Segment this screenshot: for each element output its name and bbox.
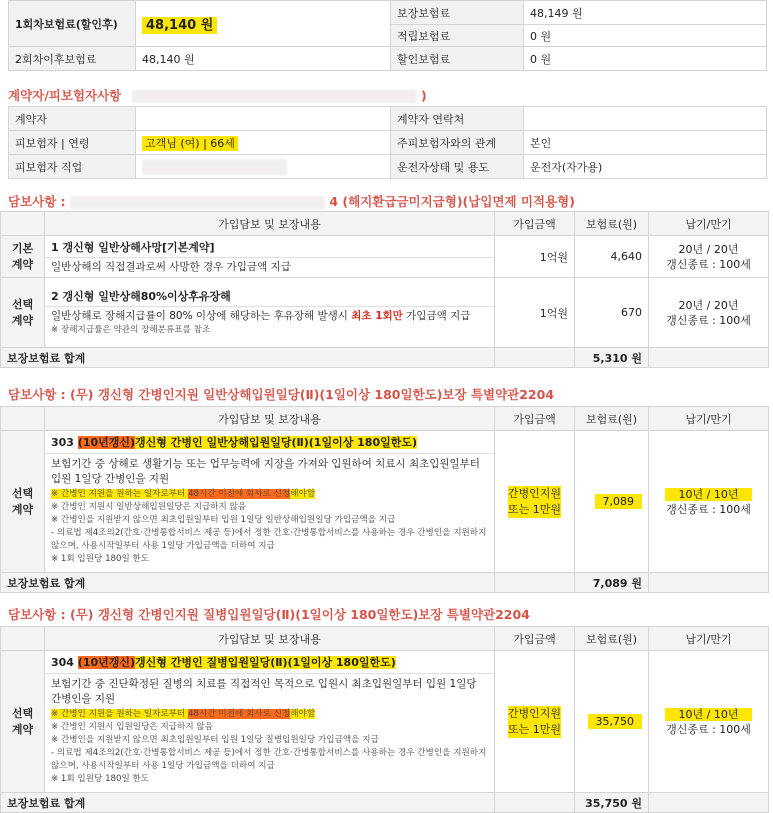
coverage-title: 갱신형 간병인 질병입원일당(Ⅱ)(1일이상 180일한도): [135, 656, 396, 669]
coverage-note-highlight: [45, 708, 494, 721]
coverage-premium: 35,750: [588, 714, 643, 729]
redacted-block: [70, 196, 325, 209]
header-blank: [1, 407, 45, 431]
section1-table: [0, 211, 769, 368]
header-premium: 보험료(원): [575, 212, 649, 236]
coverage-premium-cell: [575, 431, 649, 573]
term-line: 갱신종료 : 100세: [666, 502, 751, 516]
term-line: 갱신종료 : 100세: [666, 257, 751, 271]
side-text: 선택 계약: [11, 706, 34, 736]
header-blank: [1, 212, 45, 236]
sum-label: 보장보험료 합계: [1, 573, 495, 593]
coverage-desc: 보험기간 중 진단확정된 질병의 치료를 직접적인 목적으로 입원시 최초입원일부터 입원 1일당 간병인을 지원: [51, 678, 477, 705]
discount-premium-value: 0 원: [524, 47, 767, 71]
driver-label: 운전자상태 및 용도: [391, 155, 524, 179]
coverage-name: 2 갱신형 일반상해80%이상후유장해: [45, 286, 494, 307]
coverage-premium-value: 48,149 원: [524, 1, 767, 25]
sum-value: 35,750 원: [575, 793, 649, 813]
coverage-note: ※ 장해지급률은 약관의 장해분류표를 참조: [51, 325, 211, 335]
coverage-amount: 간병인지원 또는 1만원: [507, 706, 562, 736]
coverage-term: [649, 431, 769, 573]
redacted-block: [142, 159, 287, 175]
coverage-note: ※ 1회 입원당 180일 한도: [51, 554, 150, 564]
sum-blank: [649, 348, 769, 368]
sum-label: 보장보험료 합계: [1, 348, 495, 368]
header-premium: 보험료(원): [575, 407, 649, 431]
side-text: 선택 계약: [11, 486, 34, 516]
term-line: 20년 / 20년: [678, 298, 739, 312]
note-part: 48시간 이전에 회사로 신청: [188, 709, 291, 719]
desc-emphasis: 최초 1회만: [351, 310, 403, 322]
coverage-amount: 간병인지원 또는 1만원: [507, 486, 562, 516]
header-blank: [1, 627, 45, 651]
first-premium-value-cell: [136, 1, 391, 47]
coverage-term: [649, 278, 769, 348]
section1-title-suffix: 4 (해지환급금미지급형)(납입면제 미적용형): [329, 194, 575, 209]
coverage-term: [649, 651, 769, 793]
term-line: 갱신종료 : 100세: [666, 722, 751, 736]
header-amount: 가입금액: [495, 627, 575, 651]
note-part: 해야함: [290, 709, 316, 719]
coverage-note: - 의료법 제4조의2(간호·간병통합서비스 제공 등)에서 정한 간호·간병통합서비스를 사용하는 경우 간병인을 지원하지 않으며, 사용시작일부터 사용 1일당 가입금액을 더하여 지급: [51, 748, 487, 771]
header-premium: 보험료(원): [575, 627, 649, 651]
insured-label: 피보험자 | 연령: [9, 131, 136, 155]
contractor-table: [8, 106, 767, 179]
coverage-note: - 의료법 제4조의2(간호·간병통합서비스 제공 등)에서 정한 간호·간병통합서비스를 사용하는 경우 간병인을 지원하지 않으며, 사용시작일부터 사용 1일당 가입금액을 더하여 지급: [51, 528, 487, 551]
header-amount: 가입금액: [495, 212, 575, 236]
section3-title: 담보사항 : (무) 갱신형 간병인지원 질병입원일당(Ⅱ)(1일이상 180일한도)보장 특별약관2204: [8, 607, 530, 622]
header-amount: 가입금액: [495, 407, 575, 431]
contact-value-redacted: [524, 107, 767, 131]
coverage-amount: 1억원: [495, 236, 575, 278]
header-term: 납기/만기: [649, 212, 769, 236]
coverage-cell: [45, 431, 495, 573]
desc-part: 가입금액 지급: [402, 310, 471, 322]
row-side-label: [1, 278, 45, 348]
coverage-premium: 7,089: [595, 494, 643, 509]
after-premium-label: 2회차이후보험료: [9, 47, 136, 71]
sum-value: 7,089 원: [575, 573, 649, 593]
contractor-label: 계약자: [9, 107, 136, 131]
first-premium-label: 1회차보험료(할인후): [9, 1, 136, 47]
sum-blank: [649, 573, 769, 593]
header-term: 납기/만기: [649, 407, 769, 431]
coverage-premium-cell: [575, 651, 649, 793]
note-part: 해야함: [290, 489, 316, 499]
driver-value: 운전자(자가용): [524, 155, 767, 179]
term-line: 갱신종료 : 100세: [666, 313, 751, 327]
side-text: 선택 계약: [11, 297, 34, 327]
relation-label: 주피보험자와의 관계: [391, 131, 524, 155]
note-part: 48시간 이전에 회사로 신청: [188, 489, 291, 499]
term-highlight: 10년 / 10년: [665, 488, 753, 501]
renewal-tag: (10년갱신): [77, 656, 136, 669]
coverage-note-highlight: [45, 488, 494, 501]
redacted-block: [132, 90, 417, 103]
sum-blank: [495, 348, 575, 368]
coverage-note: ※ 간병인을 지원받지 않으면 최초입원일부터 입원 1일당 일반상해입원일당 가입금액을 지급: [51, 515, 396, 525]
coverage-note: ※ 간병인 지원시 입원일당은 지급하지 않음: [51, 722, 213, 732]
header-term: 납기/만기: [649, 627, 769, 651]
note-part: ※ 간병인 지원을 원하는 일자로부터: [51, 709, 189, 719]
coverage-desc: 보험기간 중 상해로 생활기능 또는 업무능력에 지장을 가져와 입원하여 치료시 최초입원일부터 입원 1일당 간병인을 지원: [51, 458, 480, 485]
coverage-name: [45, 651, 494, 674]
coverage-cell: [45, 651, 495, 793]
coverage-amount-cell: [495, 431, 575, 573]
row-side-label: [1, 651, 45, 793]
contractor-value-redacted: [136, 107, 391, 131]
coverage-note: ※ 간병인 지원시 일반상해입원일당은 지급하지 않음: [51, 502, 247, 512]
term-highlight: 10년 / 10년: [665, 708, 753, 721]
sum-blank: [649, 793, 769, 813]
header-coverage: 가입담보 및 보장내용: [45, 407, 495, 431]
term-line: 20년 / 20년: [678, 242, 739, 256]
header-coverage: 가입담보 및 보장내용: [45, 212, 495, 236]
sum-value: 5,310 원: [575, 348, 649, 368]
coverage-name: [45, 431, 494, 454]
coverage-desc: 일반상해의 직접결과로써 사망한 경우 가입금액 지급: [51, 260, 291, 273]
sum-blank: [495, 793, 575, 813]
contractor-title-suffix: ): [420, 88, 427, 103]
coverage-cell: [45, 278, 495, 348]
after-premium-value: 48,140 원: [136, 47, 391, 71]
row-side-label: [1, 236, 45, 278]
coverage-desc: [45, 307, 494, 324]
side-text: 기본 계약: [11, 241, 34, 271]
section2-table: [0, 406, 769, 593]
coverage-note: ※ 1회 입원당 180일 한도: [51, 774, 150, 784]
coverage-no: 304: [51, 656, 78, 669]
section2-title: 담보사항 : (무) 갱신형 간병인지원 일반상해입원일당(Ⅱ)(1일이상 180일한도)보장 특별약관2204: [8, 387, 555, 402]
coverage-name: 1 갱신형 일반상해사망[기본계약]: [45, 237, 494, 258]
coverage-premium: 670: [575, 278, 649, 348]
section1-title: [8, 192, 575, 210]
premium-summary-table: [8, 0, 767, 71]
note-part: ※ 간병인 지원을 원하는 일자로부터: [51, 489, 189, 499]
desc-part: 일반상해로 장해지급률이 80% 이상에 해당하는 후유장해 발생시: [51, 310, 352, 322]
job-value-redacted: [136, 155, 391, 179]
coverage-amount: 1억원: [495, 278, 575, 348]
coverage-term: [649, 236, 769, 278]
coverage-premium-label: 보장보험료: [391, 1, 524, 25]
coverage-premium: 4,640: [575, 236, 649, 278]
insured-value-cell: [136, 131, 391, 155]
coverage-no: 303: [51, 436, 78, 449]
job-label: 피보험자 직업: [9, 155, 136, 179]
coverage-note: ※ 간병인을 지원받지 않으면 최초입원일부터 입원 1일당 질병입원일당 가입금액을 지급: [51, 735, 379, 745]
row-side-label: [1, 431, 45, 573]
contractor-title-text: 계약자/피보험자사항: [8, 88, 122, 103]
coverage-cell: [45, 236, 495, 278]
term-line: [655, 707, 762, 722]
coverage-amount-cell: [495, 651, 575, 793]
contact-label: 계약자 연락처: [391, 107, 524, 131]
sum-label: 보장보험료 합계: [1, 793, 495, 813]
section3-table: [0, 626, 769, 813]
section1-title-prefix: 담보사항 :: [8, 194, 66, 209]
discount-premium-label: 할인보험료: [391, 47, 524, 71]
renewal-tag: (10년갱신): [77, 436, 136, 449]
first-premium-value: 48,140 원: [142, 17, 217, 34]
contractor-section-title: [8, 86, 427, 104]
savings-premium-label: 적립보험료: [391, 25, 524, 47]
header-coverage: 가입담보 및 보장내용: [45, 627, 495, 651]
insured-value: 고객님 (여) | 66세: [142, 136, 238, 151]
relation-value: 본인: [524, 131, 767, 155]
sum-blank: [495, 573, 575, 593]
coverage-title: 갱신형 간병인 일반상해입원일당(Ⅱ)(1일이상 180일한도): [135, 436, 418, 449]
savings-premium-value: 0 원: [524, 25, 767, 47]
term-line: [655, 487, 762, 502]
